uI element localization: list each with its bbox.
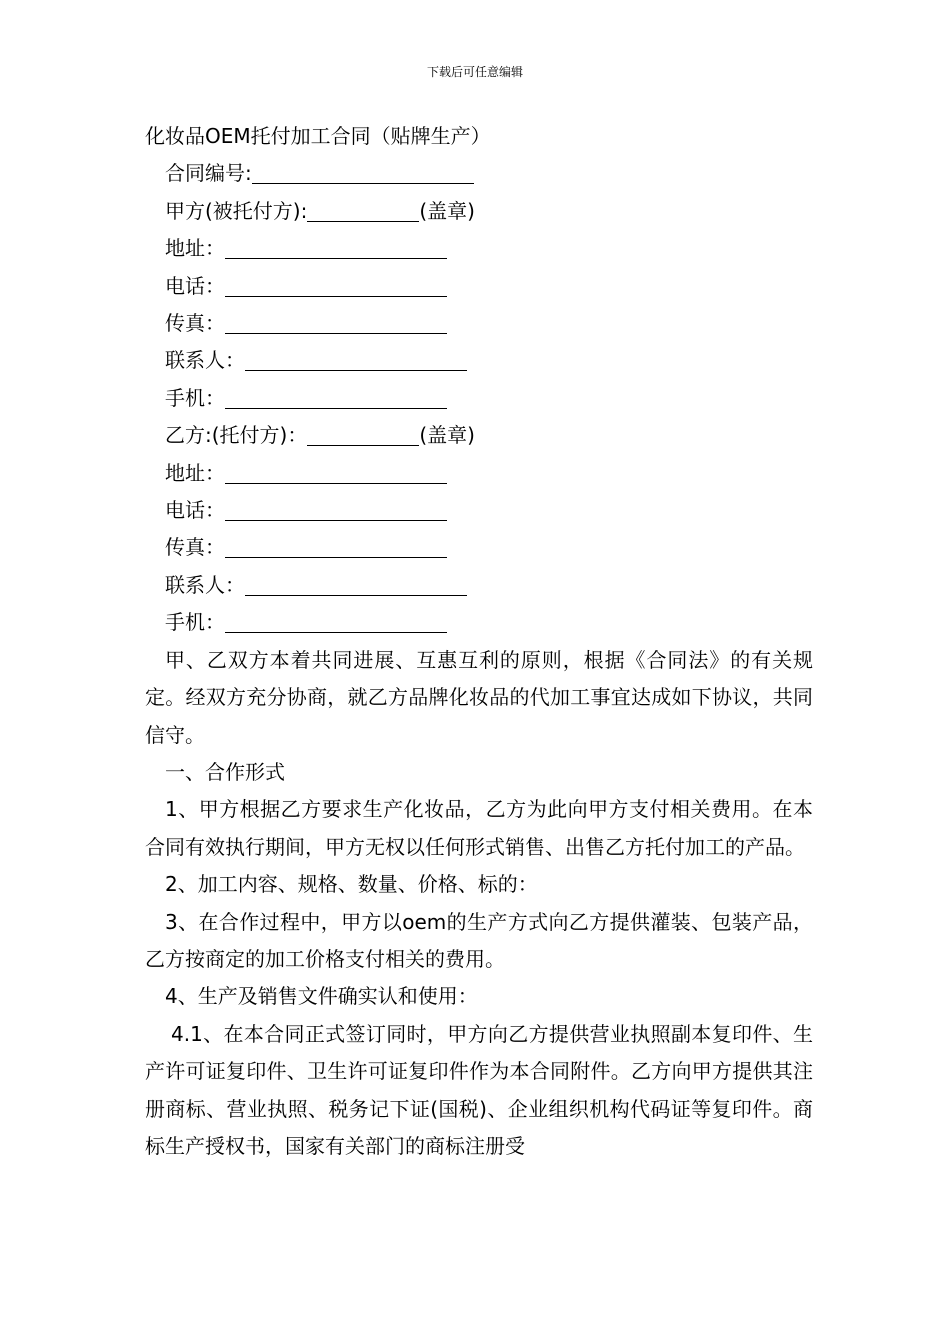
party-a-phone-label: 电话： [165, 273, 225, 298]
party-b-phone-label: 电话： [165, 498, 225, 523]
contract-number-line [145, 155, 813, 192]
party-b-mobile-line [145, 604, 813, 641]
party-a-fax-blank [225, 311, 447, 334]
party-b-fax-line [145, 529, 813, 566]
party-a-fax-line [145, 305, 813, 342]
section-1-heading: 一、合作形式 [165, 759, 285, 784]
party-b-phone-line [145, 492, 813, 529]
party-a-line [145, 193, 813, 230]
party-b-fax-label: 传真： [165, 535, 225, 560]
party-b-mobile-blank [225, 610, 447, 633]
party-b-contact-blank [245, 573, 467, 596]
party-a-address-blank [225, 236, 447, 259]
preamble-paragraph: 甲、乙双方本着共同进展、互惠互利的原则，根据《合同法》的有关规定。经双方充分协商，就乙方品牌化妆品的代加工事宜达成如下协议，共同信守。 [145, 647, 813, 747]
party-a-contact-blank [245, 348, 467, 371]
clause-4: 4、生产及销售文件确实认和使用： [165, 984, 478, 1009]
party-b-address-label: 地址： [165, 460, 225, 485]
party-b-mobile-label: 手机： [165, 610, 225, 635]
contract-number-label: 合同编号: [165, 161, 252, 186]
party-a-label: 甲方(被托付方): [165, 198, 308, 223]
party-a-contact-label: 联系人： [165, 348, 245, 373]
party-b-seal: (盖章) [419, 423, 475, 448]
party-b-name-blank [307, 423, 419, 446]
party-a-phone-line [145, 268, 813, 305]
party-b-address-blank [225, 461, 447, 484]
party-a-phone-blank [225, 274, 447, 297]
party-a-fax-label: 传真： [165, 311, 225, 336]
party-a-seal: (盖章) [419, 198, 475, 223]
clause-3: 3、在合作过程中，甲方以oem的生产方式向乙方提供灌装、包装产品，乙方按商定的加工价格支付相关的费用。 [145, 909, 813, 971]
clause-1: 1、甲方根据乙方要求生产化妆品，乙方为此向甲方支付相关费用。在本合同有效执行期间，甲方无权以任何形式销售、出售乙方托付加工的产品。 [145, 797, 813, 859]
party-b-label: 乙方:(托付方)： [165, 423, 308, 448]
page-header-note: 下载后可任意编辑 [426, 65, 523, 79]
party-b-fax-blank [225, 535, 447, 558]
party-a-address-label: 地址： [165, 236, 225, 261]
party-a-address-line [145, 230, 813, 267]
party-a-mobile-line [145, 380, 813, 417]
party-b-address-line [145, 455, 813, 492]
party-a-name-blank [307, 199, 419, 222]
party-a-mobile-blank [225, 386, 447, 409]
party-b-contact-label: 联系人： [165, 572, 245, 597]
party-b-contact-line [145, 567, 813, 604]
party-a-mobile-label: 手机： [165, 385, 225, 410]
clause-4-1: 4.1、在本合同正式签订同时，甲方向乙方提供营业执照副本复印件、生产许可证复印件、卫生许可证复印件作为本合同附件。乙方向甲方提供其注册商标、营业执照、税务记下证(国税)、企业组织机构代码证等复印件。商标生产授权书，国家有关部门的商标注册受 [145, 1021, 813, 1158]
party-b-line [145, 417, 813, 454]
contract-body [145, 118, 813, 1165]
party-a-contact-line [145, 342, 813, 379]
party-b-phone-blank [225, 498, 447, 521]
clause-2: 2、加工内容、规格、数量、价格、标的： [165, 872, 538, 897]
contract-number-blank [252, 161, 474, 184]
document-title: 化妆品OEM托付加工合同（贴牌生产） [145, 124, 491, 148]
